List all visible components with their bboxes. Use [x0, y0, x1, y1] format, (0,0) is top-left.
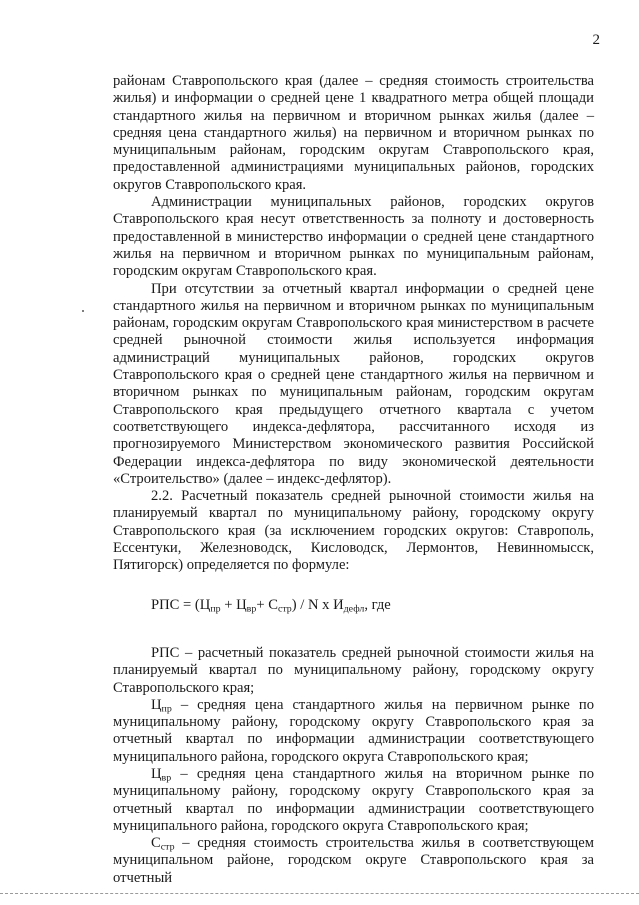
paragraph-continuation: районам Ставропольского края (далее – средняя стоимость строительства жилья) и информации о средней цене 1 квадратного метра общей площади стандартного жилья на первичном и вторичном рынках жилья (далее – средняя цена стандартного жилья) на первичном и вторичном рынках по муниципальным районам, городским округам Ставропольского края, предоставленной администрациями муниципальных районов, городских округов Ставропольского края. [113, 73, 594, 193]
scan-edge-line [0, 893, 639, 894]
paragraph-absence-of-information: При отсутствии за отчетный квартал информации о средней цене стандартного жилья на первичном и вторичном рынках по муниципальным районам, городским округам Ставропольского края министерством в расчете средней рыночной стоимости жилья используется информация администраций муниципальных районов, городских округов Ставропольского края о средней цене стандартного жилья на первичном и вторичном рынках по муниципальным районам, городским округам Ставропольского края предыдущего отчетного квартала с учетом соответствующего индекса-дефлятора, рассчитанного исходя из прогнозируемого Министерством экономического развития Российской Федерации индекса-дефлятора по виду экономической деятельности «Строительство» (далее – индекс-дефлятор). [113, 280, 594, 487]
spacer [113, 575, 594, 597]
scan-speck [82, 310, 84, 312]
definition-secondary-price: $Ц_{вр}$ – средняя цена стандартного жилья на вторичном рынке по муниципальному району, городскому округу Ставропольского края за отчетный квартал по информации администрации соответствующего муниципального района, городского округа Ставропольского края; [113, 765, 594, 834]
definition-construction-cost: $С_{стр}$ – средняя стоимость строительства жилья в соответствующем муниципальном районе, городском округе Ставропольского края за отчетный [113, 835, 594, 886]
spacer [113, 614, 594, 645]
formula: РПС = $(Ц_{пр} + Ц_{вр}+ С_{стр}) / N$ x $И_{дефл}$, где [151, 596, 391, 615]
definition-primary-price: $Ц_{пр}$ – средняя цена стандартного жилья на первичном рынке по муниципальному району, городскому округу Ставропольского края за отчетный квартал по информации администрации соответствующего муниципального района, городского округа Ставропольского края; [113, 696, 594, 765]
definition-rps: РПС – расчетный показатель средней рыночной стоимости жилья на планируемый квартал по муниципальному району, городскому округу Ставропольского края; [113, 644, 594, 696]
paragraph-responsibility: Администрации муниципальных районов, городских округов Ставропольского края несут ответственность за полноту и достоверность предоставленной в министерство информации о средней цене стандартного жилья на первичном и вторичном рынках по муниципальным районам, городским округам Ставропольского края. [113, 194, 594, 280]
paragraph-2-2: 2.2. Расчетный показатель средней рыночной стоимости жилья на планируемый квартал по муниципальному району, городскому округу Ставропольского края (за исключением городских округов: Ставрополь, Ессентуки, Железноводск, Кисловодск, Лермонтов, Невинномысск, Пятигорск) определяется по формуле: [113, 488, 594, 574]
document-body [113, 73, 594, 887]
page-number: 2 [592, 32, 600, 48]
